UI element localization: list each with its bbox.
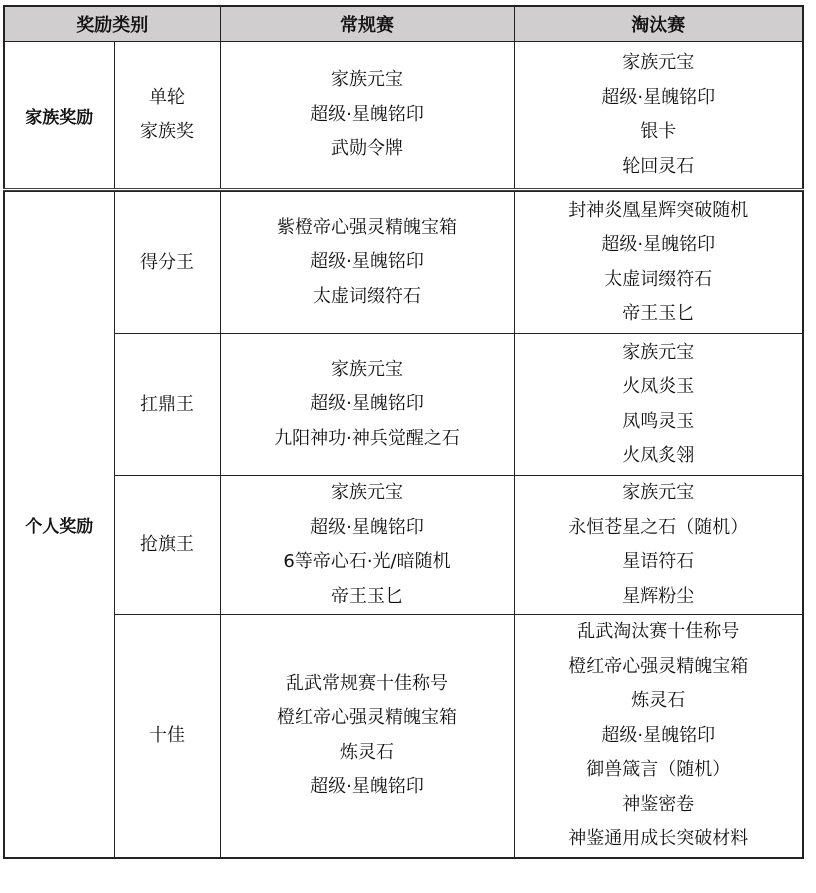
header-row bbox=[4, 6, 803, 42]
table-row bbox=[4, 615, 803, 858]
reward-item: 银卡 bbox=[640, 121, 677, 142]
regular-items bbox=[220, 42, 514, 190]
table-row bbox=[4, 476, 803, 615]
reward-item: 凤鸣灵玉 bbox=[622, 410, 695, 432]
knockout-items bbox=[514, 615, 803, 858]
table-row bbox=[4, 42, 803, 190]
reward-item: 星语符石 bbox=[622, 551, 695, 572]
reward-item: 家族元宝 bbox=[622, 341, 695, 363]
sub-category bbox=[114, 615, 220, 858]
reward-item: 紫橙帝心强灵精魄宝箱 bbox=[277, 216, 457, 238]
reward-item: 太虚词缀符石 bbox=[604, 268, 713, 290]
sub-category bbox=[114, 42, 220, 190]
sub-line: 得分王 bbox=[140, 251, 194, 273]
header-knockout: 淘汰赛 bbox=[514, 6, 803, 42]
reward-item: 家族元宝 bbox=[331, 358, 403, 380]
reward-item: 炼灵石 bbox=[631, 690, 686, 711]
sub-line: 十佳 bbox=[149, 724, 185, 746]
reward-item: 御兽箴言（随机） bbox=[586, 759, 731, 780]
knockout-items bbox=[514, 334, 803, 476]
reward-item: 太虚词缀符石 bbox=[313, 285, 421, 307]
reward-item: 橙红帝心强灵精魄宝箱 bbox=[277, 707, 457, 729]
reward-item: 超级·星魄铭印 bbox=[601, 234, 716, 255]
reward-item: 家族元宝 bbox=[622, 52, 695, 73]
sub-line: 扛鼎王 bbox=[140, 393, 194, 415]
reward-item: 6等帝心石·光/暗随机 bbox=[283, 551, 451, 572]
reward-item: 超级·星魄铭印 bbox=[310, 251, 424, 273]
reward-item: 超级·星魄铭印 bbox=[601, 86, 716, 108]
reward-item: 橙红帝心强灵精魄宝箱 bbox=[568, 655, 749, 677]
knockout-items bbox=[514, 192, 803, 334]
reward-item: 武勋令牌 bbox=[331, 138, 403, 160]
reward-item: 乱武淘汰赛十佳称号 bbox=[577, 621, 740, 642]
regular-items bbox=[220, 192, 514, 334]
reward-item: 轮回灵石 bbox=[622, 155, 695, 177]
reward-item: 炼灵石 bbox=[340, 741, 394, 763]
reward-item: 超级·星魄铭印 bbox=[601, 724, 716, 746]
reward-item: 家族元宝 bbox=[331, 69, 403, 91]
reward-item: 九阳神功·神兵觉醒之石 bbox=[274, 427, 460, 449]
header-category: 奖励类别 bbox=[4, 6, 220, 42]
reward-item: 超级·星魄铭印 bbox=[310, 516, 424, 538]
reward-item: 帝王玉匕 bbox=[622, 303, 695, 324]
category-family: 家族奖励 bbox=[4, 42, 114, 190]
sub-category bbox=[114, 476, 220, 615]
reward-item: 星辉粉尘 bbox=[622, 585, 695, 607]
reward-item: 超级·星魄铭印 bbox=[310, 103, 424, 125]
category-personal: 个人奖励 bbox=[4, 192, 114, 858]
header-regular: 常规赛 bbox=[220, 6, 514, 42]
sub-line: 抢旗王 bbox=[140, 534, 194, 555]
reward-item: 家族元宝 bbox=[331, 482, 403, 503]
reward-item: 永恒苍星之石（随机） bbox=[568, 516, 749, 538]
sub-line: 单轮 bbox=[149, 87, 185, 108]
reward-item: 超级·星魄铭印 bbox=[310, 776, 424, 798]
knockout-items bbox=[514, 476, 803, 615]
reward-item: 火凤炙翎 bbox=[622, 445, 695, 466]
reward-item: 神鉴通用成长突破材料 bbox=[568, 828, 749, 849]
reward-item: 封神炎凰星辉突破随机 bbox=[568, 199, 749, 221]
knockout-items bbox=[514, 42, 803, 190]
rewards-table bbox=[3, 5, 804, 859]
sub-category bbox=[114, 192, 220, 334]
regular-items bbox=[220, 615, 514, 858]
reward-item: 火凤炎玉 bbox=[622, 376, 695, 397]
regular-items bbox=[220, 334, 514, 476]
table-row bbox=[4, 334, 803, 476]
sub-category bbox=[114, 334, 220, 476]
reward-item: 超级·星魄铭印 bbox=[310, 393, 424, 415]
reward-item: 神鉴密卷 bbox=[622, 793, 695, 815]
reward-item: 家族元宝 bbox=[622, 482, 695, 503]
table-row bbox=[4, 192, 803, 334]
reward-item: 帝王玉匕 bbox=[331, 585, 403, 607]
regular-items bbox=[220, 476, 514, 615]
reward-item: 乱武常规赛十佳称号 bbox=[286, 672, 448, 694]
sub-line: 家族奖 bbox=[140, 121, 194, 142]
